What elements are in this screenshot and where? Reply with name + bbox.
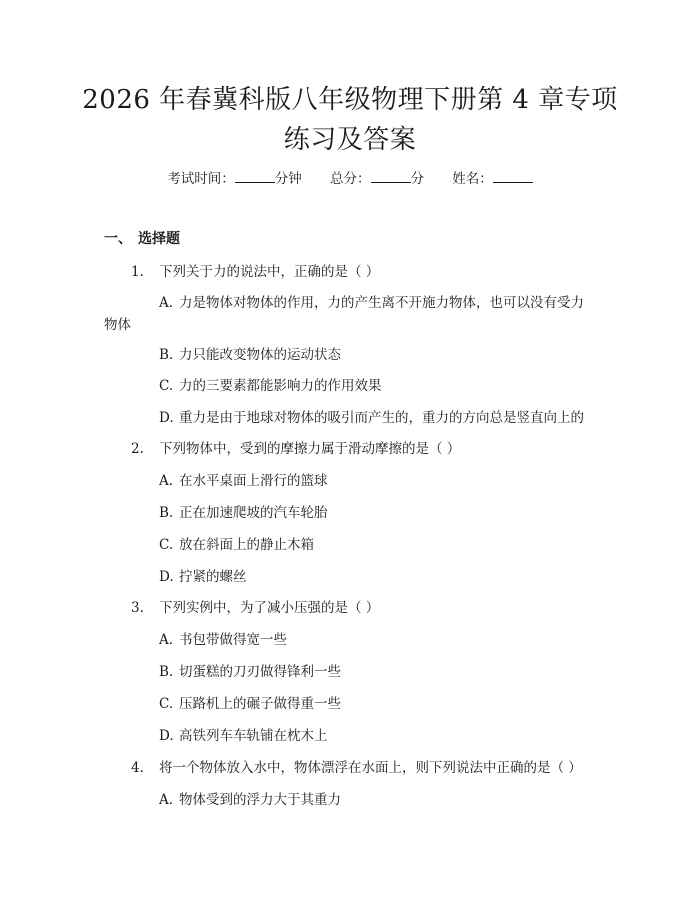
exam-time-unit: 分钟 <box>274 171 302 187</box>
question-text: 将一个物体放入水中，物体漂浮在水面上，则下列说法中正确的是（ ） <box>159 760 582 776</box>
question-3 <box>131 598 379 618</box>
question-text: 下列关于力的说法中，正确的是（ ） <box>159 264 380 280</box>
question-1-option-d <box>159 408 584 428</box>
document-title-line-1: 2026 年春冀科版八年级物理下册第 4 章专项 <box>82 85 618 115</box>
option-text: 重力是由于地球对物体的吸引而产生的，重力的方向总是竖直向上的 <box>179 410 584 426</box>
student-name-blank <box>493 168 533 183</box>
option-letter: C. <box>159 378 174 394</box>
section-number: 一、 <box>104 231 132 247</box>
question-number: 4. <box>131 760 144 776</box>
document-title-line-2: 练习及答案 <box>283 125 417 155</box>
option-letter: D. <box>159 410 174 426</box>
option-text: 力是物体对物体的作用，力的产生离不开施力物体，也可以没有受力 <box>179 295 584 311</box>
question-4-option-a <box>159 790 341 810</box>
question-3-option-b <box>159 662 341 682</box>
question-1-option-b <box>159 345 341 365</box>
question-text: 下列实例中，为了减小压强的是（ ） <box>159 600 380 616</box>
option-text: 切蛋糕的刀刃做得锋利一些 <box>179 664 341 680</box>
question-1-option-a <box>159 293 584 313</box>
section-heading <box>104 229 180 249</box>
option-text: 压路机上的碾子做得重一些 <box>179 696 341 712</box>
option-letter: C. <box>159 537 174 553</box>
exam-time-field <box>167 168 302 189</box>
option-letter: B. <box>159 505 174 521</box>
question-number: 2. <box>131 441 144 457</box>
option-text: 拧紧的螺丝 <box>179 569 247 585</box>
section-title: 选择题 <box>138 231 180 247</box>
question-2-option-d <box>159 567 247 587</box>
option-text: 放在斜面上的静止木箱 <box>179 537 314 553</box>
question-1 <box>131 262 379 282</box>
total-score-label: 总分： <box>330 171 371 187</box>
question-2-option-b <box>159 503 328 523</box>
question-3-option-d <box>159 726 328 746</box>
option-text: 正在加速爬坡的汽车轮胎 <box>179 505 328 521</box>
option-text: 力的三要素都能影响力的作用效果 <box>179 378 382 394</box>
total-score-blank <box>371 168 411 183</box>
option-letter: D. <box>159 728 174 744</box>
question-number: 1. <box>131 264 144 280</box>
question-3-option-a <box>159 630 287 650</box>
question-1-option-a-continuation: 物体 <box>104 317 131 333</box>
question-text: 下列物体中，受到的摩擦力属于滑动摩擦的是（ ） <box>159 441 461 457</box>
question-1-option-c <box>159 376 382 396</box>
exam-time-label: 考试时间： <box>167 171 235 187</box>
question-2-option-a <box>159 471 328 491</box>
option-text: 高铁列车车轨铺在枕木上 <box>179 728 328 744</box>
exam-info-row <box>0 168 700 189</box>
option-letter: B. <box>159 664 174 680</box>
option-letter: A. <box>159 473 174 489</box>
option-letter: A. <box>159 792 174 808</box>
question-number: 3. <box>131 600 144 616</box>
option-text: 力只能改变物体的运动状态 <box>179 347 341 363</box>
option-letter: C. <box>159 696 174 712</box>
option-text: 物体受到的浮力大于其重力 <box>179 792 341 808</box>
option-letter: D. <box>159 569 174 585</box>
question-2-option-c <box>159 535 314 555</box>
option-text: 书包带做得宽一些 <box>179 632 287 648</box>
question-2 <box>131 439 460 459</box>
exam-time-blank <box>235 168 275 183</box>
question-4 <box>131 758 582 778</box>
student-name-field <box>452 168 533 189</box>
total-score-field <box>330 168 424 189</box>
option-text: 在水平桌面上滑行的篮球 <box>179 473 328 489</box>
student-name-label: 姓名： <box>452 171 493 187</box>
option-letter: A. <box>159 295 174 311</box>
question-3-option-c <box>159 694 341 714</box>
total-score-unit: 分 <box>410 171 424 187</box>
option-letter: A. <box>159 632 174 648</box>
option-letter: B. <box>159 347 174 363</box>
